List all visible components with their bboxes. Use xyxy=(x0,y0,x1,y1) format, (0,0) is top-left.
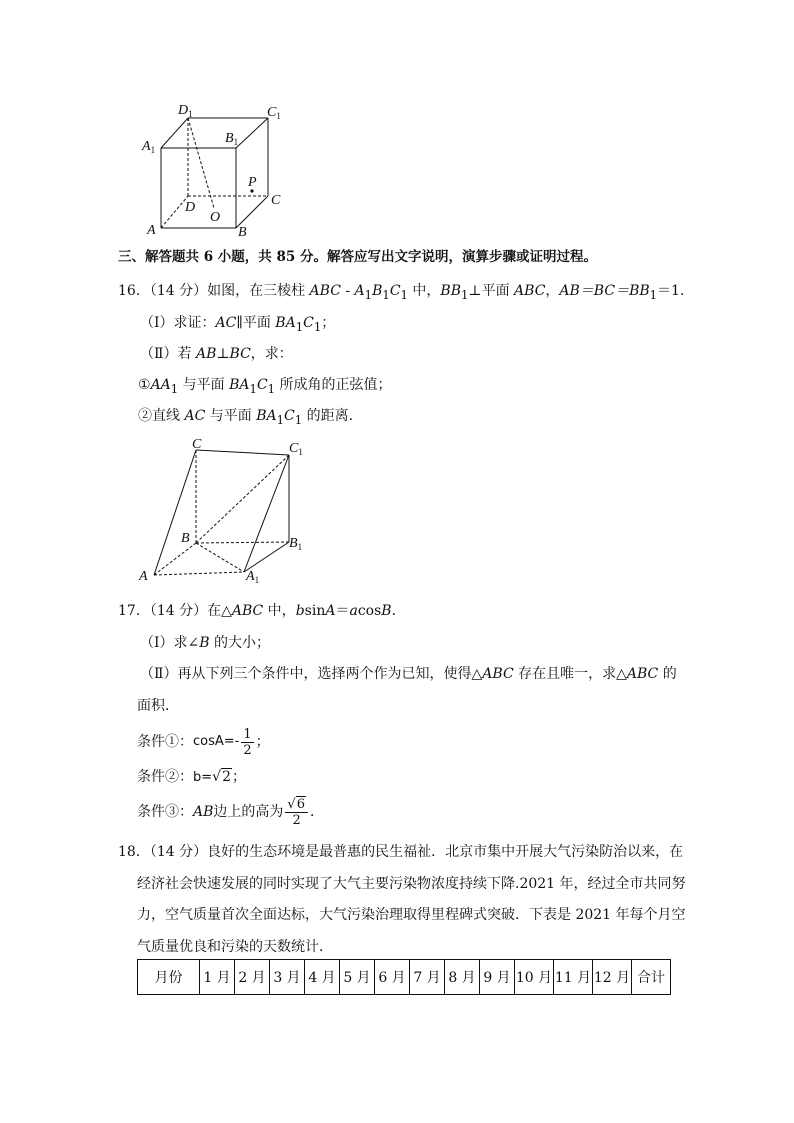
q16-part1: （Ⅰ）求证：AC∥平面 $BA_1C_1$； xyxy=(140,315,336,334)
table-header-cell: 8 月 xyxy=(445,960,480,995)
edge-a-b xyxy=(154,543,196,575)
label-c: C xyxy=(271,193,281,208)
label-c1: $C_1$ xyxy=(267,105,281,121)
table-header-cell: 1 月 xyxy=(200,960,235,995)
monthly-air-quality-table xyxy=(137,959,671,995)
q18-line1: 18．（14 分）良好的生态环境是最普惠的民生福祉．北京市集中开展大气污染防治以来，在 xyxy=(118,844,684,860)
edge-b1-c1 xyxy=(236,118,268,148)
label-o: O xyxy=(210,210,221,225)
q16-sub2: ②直线 AC 与平面 $BA_1C_1$ 的距离． xyxy=(138,408,363,427)
table-header-cell: 5 月 xyxy=(340,960,375,995)
prism-figure xyxy=(134,432,314,592)
table-header-cell: 6 月 xyxy=(375,960,410,995)
table-header-cell: 7 月 xyxy=(410,960,445,995)
q17-condition-1: 条件①： cosA=- $\frac{1}{2}$ ； xyxy=(137,726,270,758)
label-c1: $C_1$ xyxy=(289,441,303,457)
edge-b-c xyxy=(236,196,268,228)
label-a: A xyxy=(147,223,156,238)
q16-sub1: $①AA_1$ 与平面 $BA_1C_1$ 所成角的正弦值； xyxy=(138,377,392,396)
label-a1: $A_1$ xyxy=(142,139,156,155)
label-a: A xyxy=(139,569,148,584)
edge-c-c1 xyxy=(196,450,289,455)
q16-part2: （Ⅱ）若 AB⊥BC，求： xyxy=(140,346,293,362)
table-header-cell: 2 月 xyxy=(235,960,270,995)
edge-a-c xyxy=(154,450,196,575)
q17-part2-line2: 面积． xyxy=(137,698,179,714)
label-d: D xyxy=(185,200,196,215)
table-row xyxy=(138,960,671,995)
edge-b-b1 xyxy=(196,542,289,543)
label-c: C xyxy=(192,437,202,452)
table-header-cell: 月份 xyxy=(138,960,200,995)
fraction-one-half: $\frac{1}{2}$ xyxy=(243,726,252,758)
label-b1: $B_1$ xyxy=(225,131,239,147)
label-b: B xyxy=(238,225,247,238)
label-d1: $D_1$ xyxy=(178,103,193,119)
q18-line3: 力，空气质量首次全面达标，大气污染治理取得里程碑式突破．下表是 2021 年每个月空 xyxy=(137,907,686,923)
segment-b-c1 xyxy=(196,455,289,543)
q18-line4: 气质量优良和污染的天数统计． xyxy=(137,939,333,955)
q18-line2: 经济社会快速发展的同时实现了大气主要污染物浓度持续下降.2021 年，经过全市共同努 xyxy=(137,876,686,892)
table-header-cell: 9 月 xyxy=(480,960,515,995)
table-header-cell: 11 月 xyxy=(554,960,593,995)
q17-part2: （Ⅱ）再从下列三个条件中，选择两个作为已知，使得△ABC 存在且唯一，求△ABC 的 xyxy=(140,666,677,682)
table-header-cell: 合计 xyxy=(632,960,671,995)
edge-a1-c1 xyxy=(244,455,289,572)
fraction-sqrt6-over-2: $\frac{√6}{2}$ xyxy=(285,797,308,828)
label-b: B xyxy=(181,531,190,546)
section3-heading: 三、解答题共 6 小题，共 85 分。解答应写出文字说明，演算步骤或证明过程。 xyxy=(118,249,597,265)
edge-b-a1 xyxy=(196,543,244,572)
table-header-cell: 3 月 xyxy=(270,960,305,995)
q17-stem: 17．（14 分）在△ABC 中，bsinA＝acosB． xyxy=(118,603,406,619)
table-header-cell: 10 月 xyxy=(515,960,554,995)
label-p: P xyxy=(248,175,257,190)
edge-a1-d1 xyxy=(161,118,188,148)
q17-condition-2: 条件②：b=√2； xyxy=(137,769,246,785)
q17-part1: （Ⅰ）求∠B 的大小； xyxy=(140,635,271,651)
edge-a1-b1 xyxy=(244,542,289,572)
edge-a-d xyxy=(161,196,188,228)
q16-stem: 16．（14 分）如图，在三棱柱 ABC - $A_1B_1C_1$ 中，$BB_1\perp$平面 ABC，$AB=BC=BB_1=1$． xyxy=(118,283,694,302)
table-header-cell: 12 月 xyxy=(593,960,632,995)
edge-a-a1 xyxy=(154,572,244,575)
table-header-cell: 4 月 xyxy=(305,960,340,995)
label-a1: $A_1$ xyxy=(246,569,260,585)
segment-d1-o xyxy=(188,118,214,208)
sqrt-two: √2 xyxy=(212,769,231,785)
cube-figure xyxy=(140,98,300,238)
label-b1: $B_1$ xyxy=(289,536,303,552)
q17-condition-3: 条件③： AB 边上的高为 $\frac{√6}{2}$ ． xyxy=(137,796,324,828)
